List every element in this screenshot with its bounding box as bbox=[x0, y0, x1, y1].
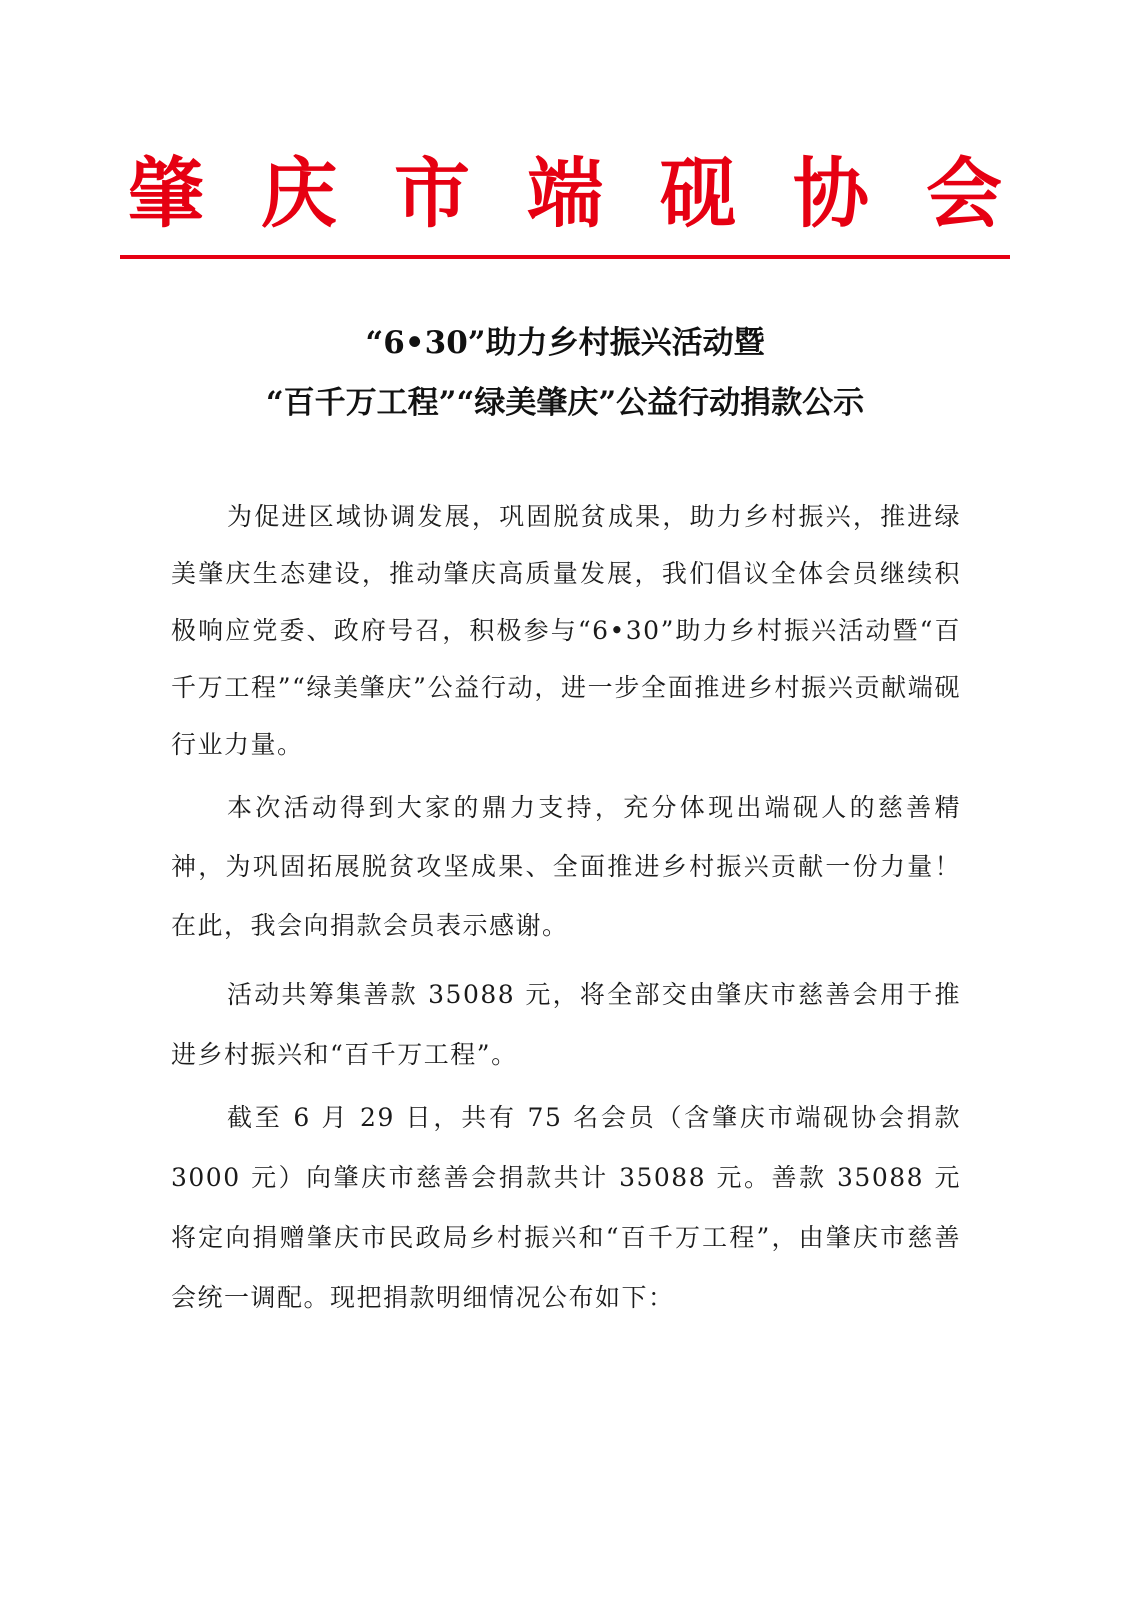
letterhead-char: 砚 bbox=[660, 149, 736, 238]
body-paragraph-1: 为促进区域协调发展，巩固脱贫成果，助力乡村振兴，推进绿美肇庆生态建设，推动肇庆高质量发展，我们倡议全体会员继续积极响应党委、政府号召，积极参与“6•30”助力乡村振兴活动暨“百千万工程”“绿美肇庆”公益行动，进一步全面推进乡村振兴贡献端砚行业力量。 bbox=[171, 502, 961, 759]
document-title-line-2: “百千万工程”“绿美肇庆”公益行动捐款公示 bbox=[265, 385, 865, 421]
body-paragraph-3: 活动共筹集善款 35088 元，将全部交由肇庆市慈善会用于推进乡村振兴和“百千万工程”。 bbox=[171, 980, 961, 1069]
body-paragraph-2: 本次活动得到大家的鼎力支持，充分体现出端砚人的慈善精神，为巩固拓展脱贫攻坚成果、全面推进乡村振兴贡献一份力量！在此，我会向捐款会员表示感谢。 bbox=[171, 793, 961, 940]
letterhead-char: 肇 bbox=[128, 149, 204, 238]
body-paragraph-4: 截至 6 月 29 日，共有 75 名会员（含肇庆市端砚协会捐款 3000 元）向肇庆市慈善会捐款共计 35088 元。善款 35088 元将定向捐赠肇庆市民政局乡村振兴和“百千万工程”，由肇庆市慈善会统一调配。现把捐款明细情况公布如下： bbox=[171, 1103, 961, 1312]
letterhead-divider bbox=[120, 255, 1010, 259]
letterhead-char: 协 bbox=[793, 149, 869, 238]
letterhead-char: 端 bbox=[527, 149, 603, 238]
letterhead-char: 会 bbox=[926, 149, 1002, 238]
document-title-line-1: “6•30”助力乡村振兴活动暨 bbox=[365, 325, 765, 361]
letterhead-char: 庆 bbox=[261, 149, 337, 238]
letterhead-org-name bbox=[120, 148, 1010, 240]
letterhead-char: 市 bbox=[394, 149, 470, 238]
